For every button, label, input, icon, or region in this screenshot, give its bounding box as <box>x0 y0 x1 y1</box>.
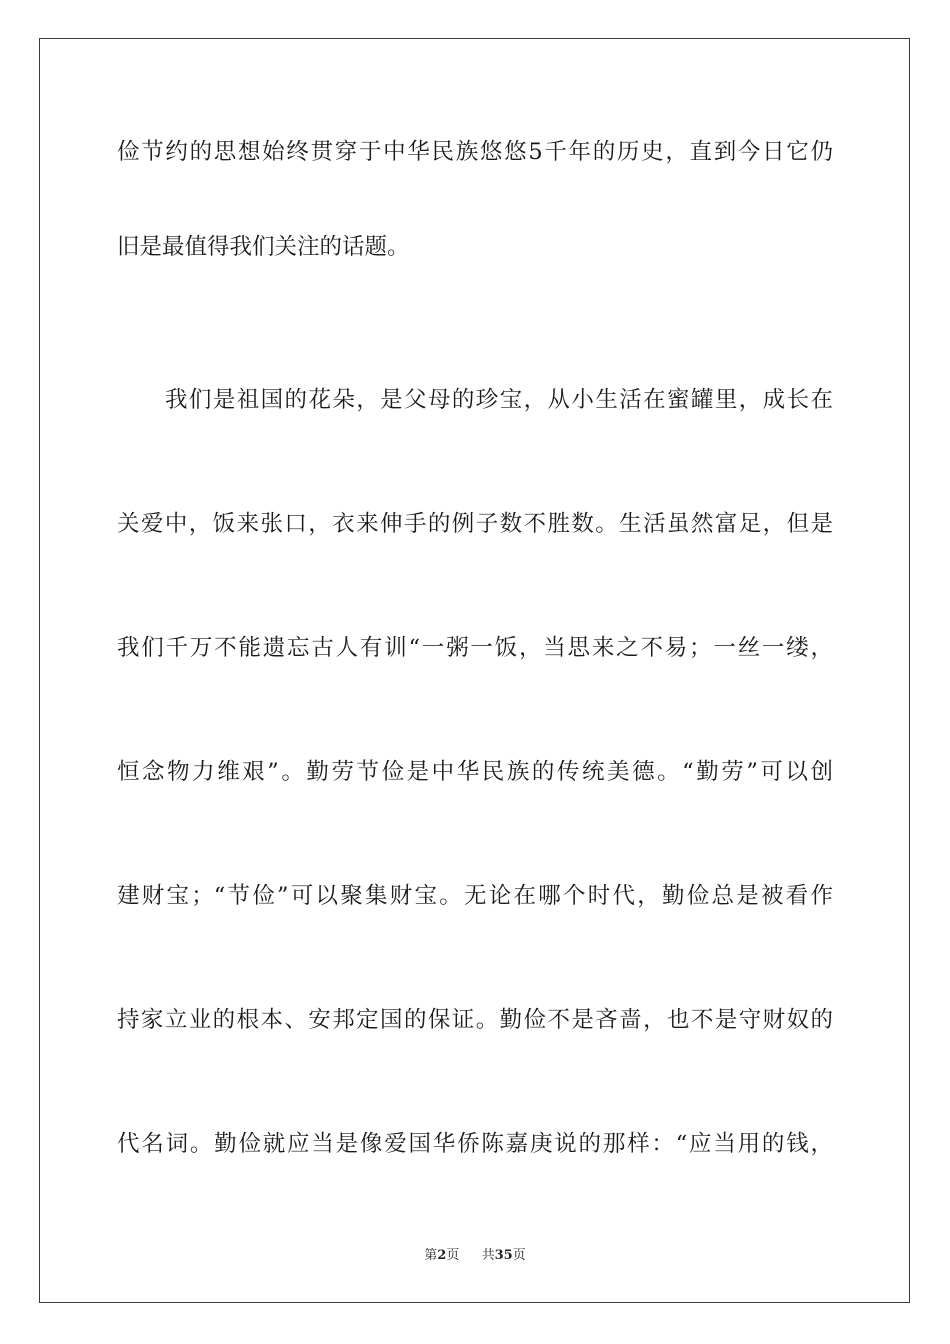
text-line-6: 恒念物力维艰”。勤劳节俭是中华民族的传统美德。“勤劳”可以创 <box>117 759 833 785</box>
text-line-7: 建财宝；“节俭”可以聚集财宝。无论在哪个时代，勤俭总是被看作 <box>117 883 833 909</box>
page-indicator: 第2页 <box>424 1248 460 1263</box>
text-line-5: 我们千万不能遗忘古人有训“一粥一饭，当思来之不易；一丝一缕， <box>117 635 833 661</box>
text-line-4: 关爱中，饭来张口，衣来伸手的例子数不胜数。生活虽然富足，但是 <box>117 511 833 537</box>
total-pages-indicator: 共35页 <box>481 1248 526 1263</box>
page-footer <box>0 1246 950 1266</box>
page-number: 2 <box>437 1248 447 1263</box>
text-line-9: 代名词。勤俭就应当是像爱国华侨陈嘉庚说的那样：“应当用的钱， <box>117 1131 833 1157</box>
text-line-8: 持家立业的根本、安邦定国的保证。勤俭不是吝啬，也不是守财奴的 <box>117 1007 833 1033</box>
text-line-1: 俭节约的思想始终贯穿于中华民族悠悠5千年的历史，直到今日它仍 <box>117 139 833 165</box>
text-line-3: 我们是祖国的花朵，是父母的珍宝，从小生活在蜜罐里，成长在 <box>165 387 833 413</box>
text-line-2: 旧是最值得我们关注的话题。 <box>117 234 410 260</box>
total-pages: 35 <box>494 1248 513 1263</box>
